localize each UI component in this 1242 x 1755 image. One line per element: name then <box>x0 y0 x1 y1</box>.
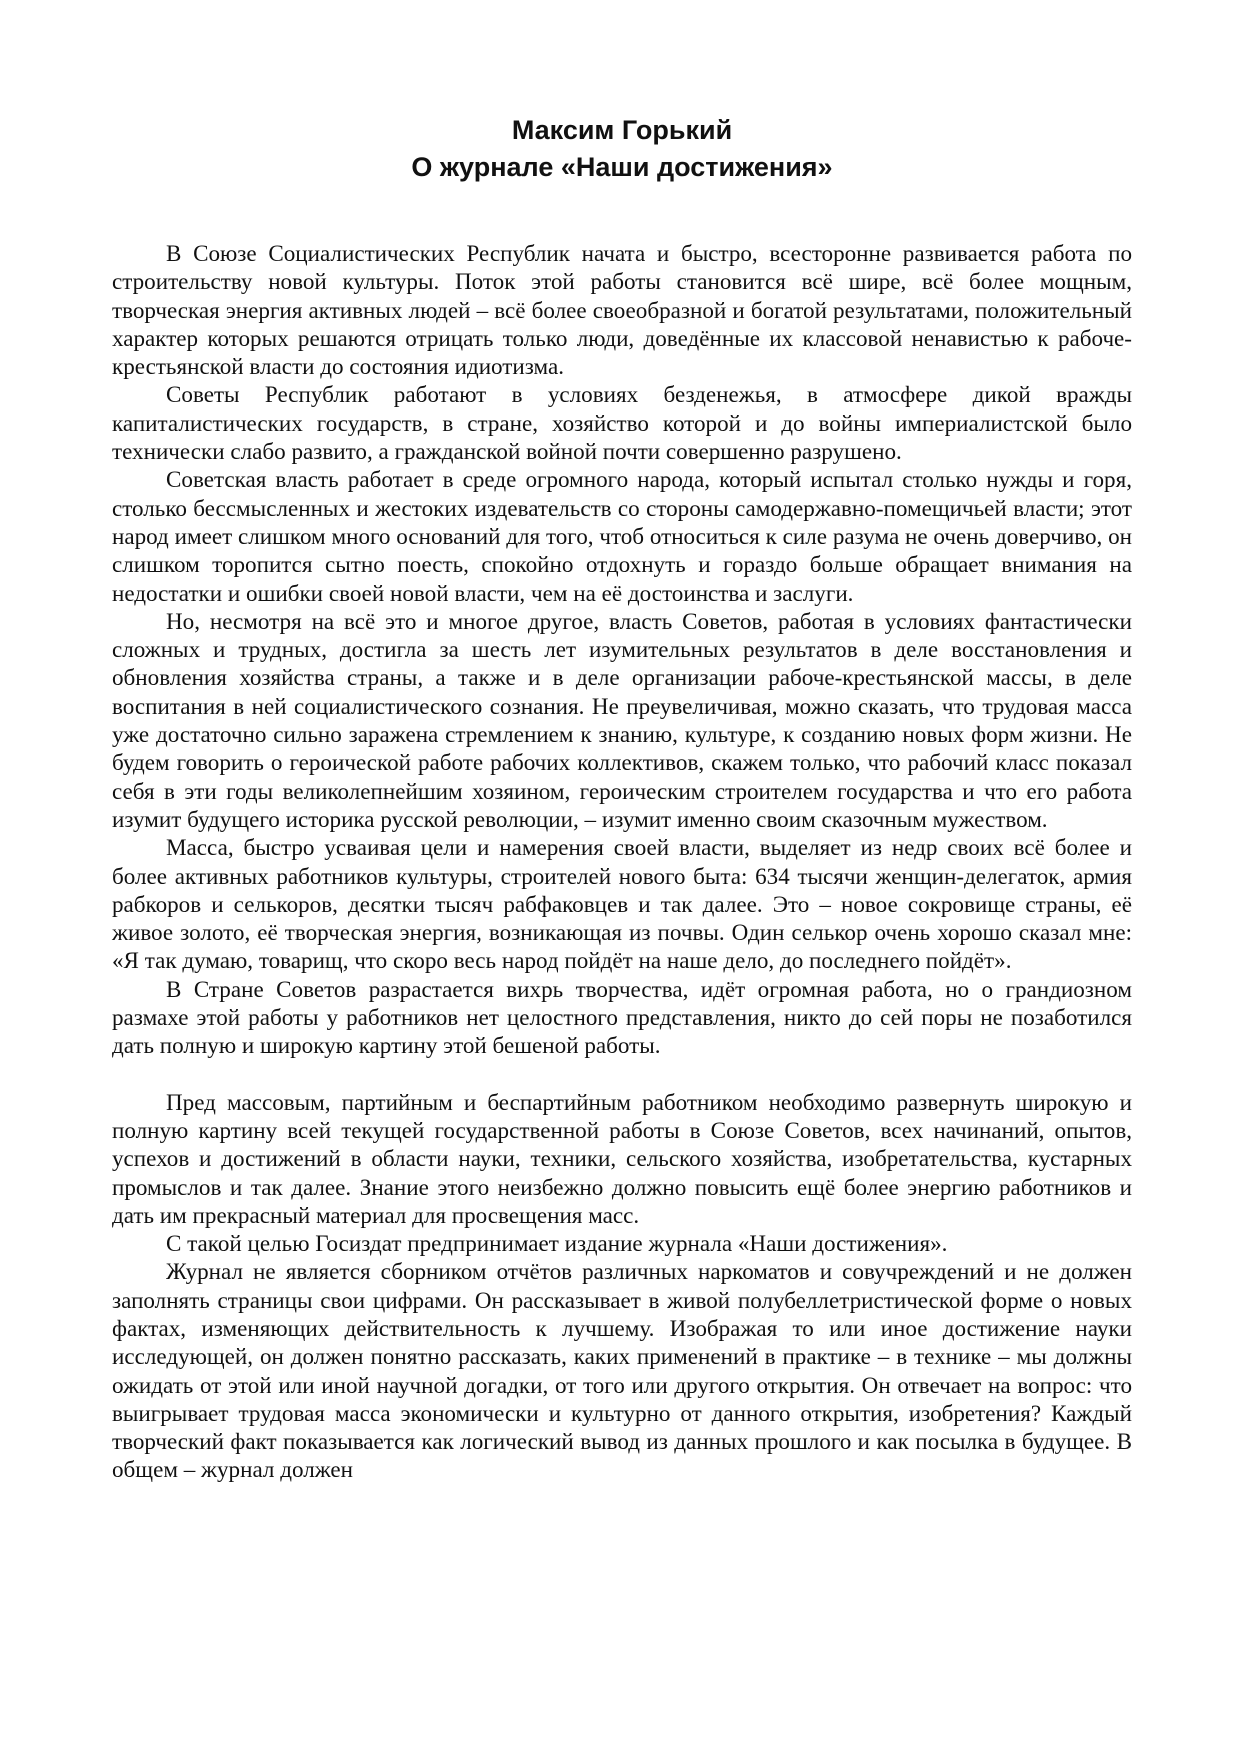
paragraph-5: Масса, быстро усваивая цели и намерения своей власти, выделяет из недр своих всё более и более активных работников культуры, строителей нового быта: 634 тысячи женщин-делегаток, армия рабкоров и селькоров, десятки тысяч рабфаковцев и так далее. Это – новое сокровище страны, её живое золото, её творческая энергия, возникающая из почвы. Один селькор очень хорошо сказал мне: «Я так думаю, товарищ, что скоро весь народ пойдёт на наше дело, до последнего пойдёт». <box>112 834 1132 974</box>
author-name: Максим Горький <box>511 115 733 145</box>
article-title: О журнале «Наши достижения» <box>411 152 833 182</box>
paragraph-4: Но, несмотря на всё это и многое другое, власть Советов, работая в условиях фантастически сложных и трудных, достигла за шесть лет изумительных результатов в деле восстановления и обновления хозяйства страны, а также и в деле организации рабоче-крестьянской массы, в деле воспитания в ней социалистического сознания. Не преувеличивая, можно сказать, что трудовая масса уже достаточно сильно заражена стремлением к знанию, культуре, к созданию новых форм жизни. Не будем говорить о героической работе рабочих коллективов, скажем только, что рабочий класс показал себя в эти годы великолепнейшим хозяином, героическим строителем государства и что его работа изумит будущего историка русской революции, – изумит именно своим сказочным мужеством. <box>112 607 1132 832</box>
document-heading <box>112 112 1132 186</box>
paragraph-8: С такой целью Госиздат предпринимает издание журнала «Наши достижения». <box>166 1230 948 1257</box>
paragraph-9: Журнал не является сборником отчётов различных наркоматов и совучреждений и не должен заполнять страницы свои цифрами. Он рассказывает в живой полубеллетристической форме о новых фактах, изменяющих действительность к лучшему. Изображая то или иное достижение науки исследующей, он должен понятно рассказать, каких применений в практике – в технике – мы должны ожидать от этой или иной научной догадки, от того или другого открытия. Он отвечает на вопрос: что выигрывает трудовая масса экономически и культурно от данного открытия, изобретения? Каждый творческий факт показывается как логический вывод из данных прошлого и как посылка в будущее. В общем – журнал должен <box>112 1258 1132 1483</box>
paragraph-6: В Стране Советов разрастается вихрь творчества, идёт огромная работа, но о грандиозном размахе этой работы у работников нет целостного представления, никто до сей поры не позаботился дать полную и широкую картину этой бешеной работы. <box>112 975 1132 1059</box>
paragraph-7: Пред массовым, партийным и беспартийным работником необходимо развернуть широкую и полную картину всей текущей государственной работы в Союзе Советов, всех начинаний, опытов, успехов и достижений в области науки, техники, сельского хозяйства, изобретательства, кустарных промыслов и так далее. Знание этого неизбежно должно повысить ещё более энергию работников и дать им прекрасный материал для просвещения масс. <box>112 1088 1132 1228</box>
paragraph-2: Советы Республик работают в условиях безденежья, в атмосфере дикой вражды капиталистических государств, в стране, хозяйство которой и до войны империалистской было технически слабо развито, а гражданской войной почти совершенно разрушено. <box>112 381 1132 465</box>
paragraph-1: В Союзе Социалистических Республик начата и быстро, всесторонне развивается работа по строительству новой культуры. Поток этой работы становится всё шире, всё более мощным, творческая энергия активных людей – всё более своеобразной и богатой результатами, положительный характер которых решаются отрицать только люди, доведённые их классовой ненавистью к рабоче-крестьянской власти до состояния идиотизма. <box>112 240 1132 380</box>
article-body <box>112 239 1132 1484</box>
paragraph-3: Советская власть работает в среде огромного народа, который испытал столько нужды и горя, столько бессмысленных и жестоких издевательств со стороны самодержавно-помещичьей власти; этот народ имеет слишком много оснований для того, чтоб относиться к силе разума не очень доверчиво, он слишком торопится сытно поесть, спокойно отдохнуть и гораздо больше обращает внимания на недостатки и ошибки своей новой власти, чем на её достоинства и заслуги. <box>112 466 1132 606</box>
